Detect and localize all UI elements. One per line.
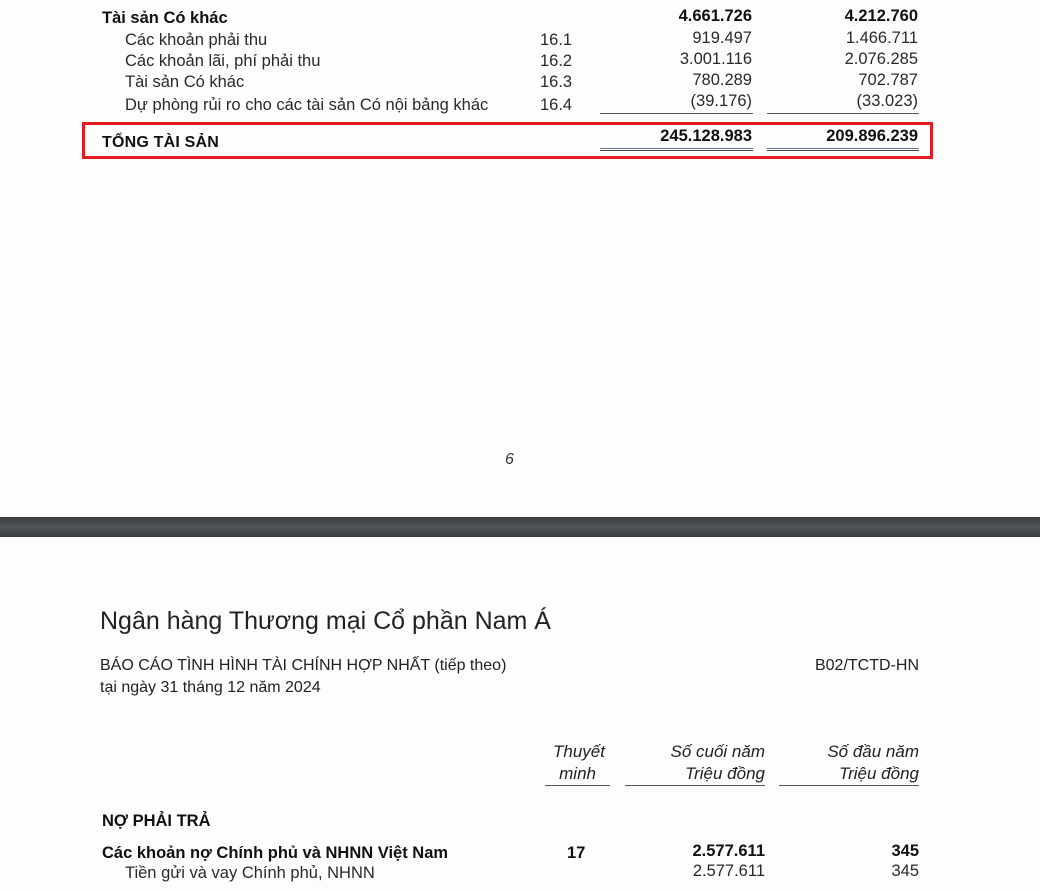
total-end-value: 245.128.983 bbox=[660, 127, 752, 145]
column-header-note-line1: Thuyết bbox=[553, 742, 605, 761]
row-note: 16.1 bbox=[540, 31, 573, 49]
row-begin-value: 2.076.285 bbox=[844, 50, 918, 68]
page-separator bbox=[0, 517, 1040, 537]
column-header-begin-line2: Triệu đồng bbox=[838, 764, 919, 783]
group-end-value: 2.577.611 bbox=[692, 842, 765, 860]
row-end-value: 2.577.611 bbox=[692, 862, 765, 880]
report-date: tại ngày 31 tháng 12 năm 2024 bbox=[100, 679, 321, 696]
section-end-value: 4.661.726 bbox=[678, 7, 752, 25]
subtotal-underline bbox=[600, 113, 753, 114]
header-underline bbox=[779, 785, 919, 786]
row-begin-value: 702.787 bbox=[858, 71, 918, 89]
total-double-underline bbox=[767, 148, 919, 151]
row-end-value: (39.176) bbox=[690, 92, 752, 110]
document-page-bottom bbox=[0, 537, 1040, 891]
column-header-begin-line1: Số đầu năm bbox=[827, 742, 919, 761]
total-label: TỔNG TÀI SẢN bbox=[102, 134, 220, 151]
row-end-value: 780.289 bbox=[692, 71, 752, 89]
group-begin-value: 345 bbox=[891, 842, 919, 860]
row-end-value: 3.001.116 bbox=[679, 50, 752, 68]
row-begin-value: (33.023) bbox=[856, 92, 918, 110]
row-begin-value: 345 bbox=[891, 862, 919, 880]
row-note: 16.3 bbox=[540, 73, 573, 91]
group-note: 17 bbox=[567, 844, 586, 862]
row-note: 16.4 bbox=[540, 96, 573, 114]
header-underline bbox=[625, 785, 765, 786]
company-name: Ngân hàng Thương mại Cổ phần Nam Á bbox=[100, 607, 551, 635]
total-double-underline bbox=[600, 148, 753, 151]
row-label: Tài sản Có khác bbox=[125, 73, 245, 91]
row-begin-value: 1.466.711 bbox=[845, 29, 918, 47]
form-code: B02/TCTD-HN bbox=[814, 657, 919, 674]
column-header-note-line2: minh bbox=[559, 764, 596, 783]
header-underline bbox=[545, 785, 610, 786]
page-number: 6 bbox=[505, 451, 514, 468]
report-title: BÁO CÁO TÌNH HÌNH TÀI CHÍNH HỢP NHẤT (tiếp theo) bbox=[100, 657, 507, 674]
group-label: Các khoản nợ Chính phủ và NHNN Việt Nam bbox=[102, 844, 449, 862]
row-note: 16.2 bbox=[540, 52, 573, 70]
row-label: Các khoản phải thu bbox=[125, 31, 268, 49]
section-heading: NỢ PHẢI TRẢ bbox=[102, 812, 211, 830]
section-begin-value: 4.212.760 bbox=[844, 7, 918, 25]
total-begin-value: 209.896.239 bbox=[826, 127, 918, 145]
row-end-value: 919.497 bbox=[692, 29, 752, 47]
section-label: Tài sản Có khác bbox=[102, 9, 228, 27]
column-header-end-line1: Số cuối năm bbox=[670, 742, 765, 761]
subtotal-underline bbox=[767, 113, 919, 114]
row-label: Các khoản lãi, phí phải thu bbox=[125, 52, 321, 70]
row-label: Tiền gửi và vay Chính phủ, NHNN bbox=[125, 864, 375, 882]
row-label: Dự phòng rủi ro cho các tài sản Có nội bảng khác bbox=[125, 96, 489, 114]
column-header-end-line2: Triệu đồng bbox=[684, 764, 765, 783]
